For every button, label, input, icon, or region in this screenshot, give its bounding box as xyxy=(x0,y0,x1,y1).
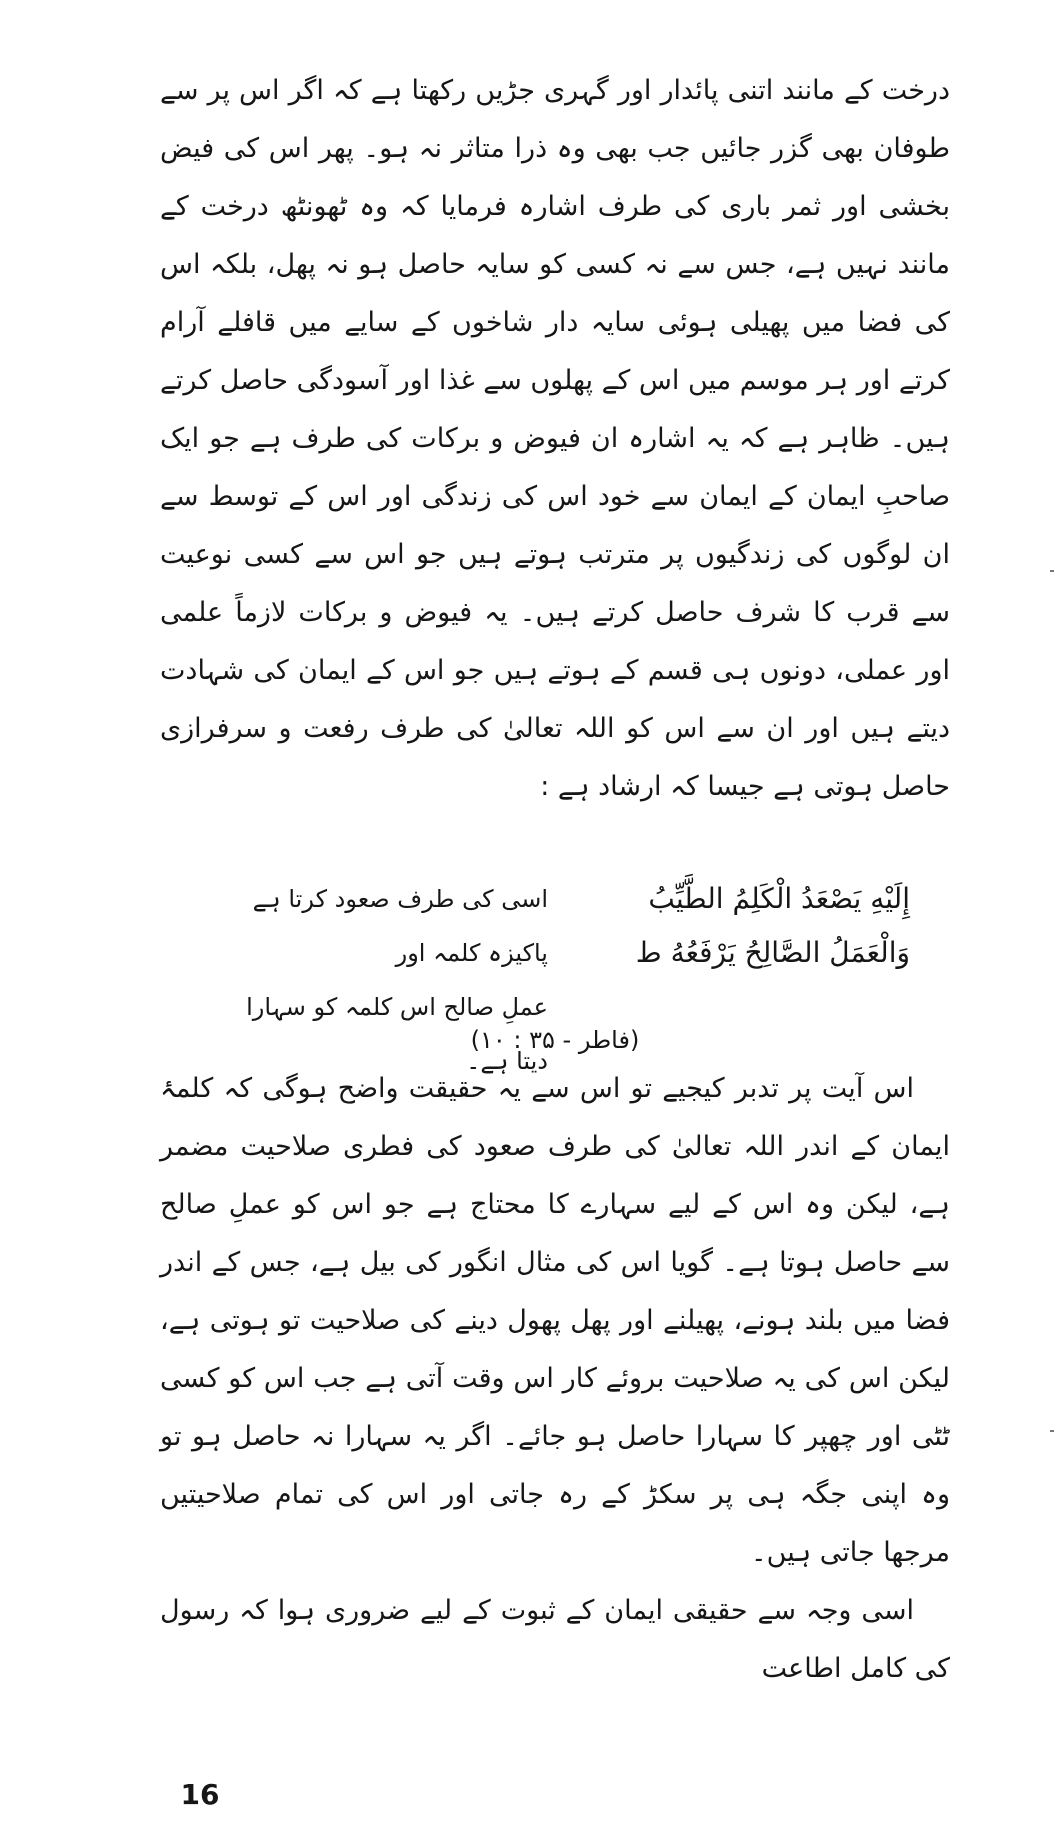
verse-reference: (فاطر - ۳۵ : ۱۰) xyxy=(470,1026,640,1054)
body-text-top xyxy=(160,62,950,816)
paragraph-1: درخت کے مانند اتنی پائدار اور گہری جڑیں رکھتا ہے کہ اگر اس پر سے طوفان بھی گزر جائیں جب بھی وہ ذرا متاثر نہ ہو۔ پھر اس کی فیض بخشی اور ثمر باری کی طرف اشارہ فرمایا کہ وہ ٹھونٹھ درخت کے مانند نہیں ہے، جس سے نہ کسی کو سایہ حاصل ہو نہ پھل، بلکہ اس کی فضا میں پھیلی ہوئی سایہ دار شاخوں کے سایے میں قافلے آرام کرتے اور ہر موسم میں اس کے پھلوں سے غذا اور آسودگی حاصل کرتے ہیں۔ ظاہر ہے کہ یہ اشارہ ان فیوض و برکات کی طرف ہے جو ایک صاحبِ ایمان کے ایمان سے خود اس کی زندگی اور اس کے توسط سے ان لوگوں کی زندگیوں پر مترتب ہوتے ہیں جو اس سے کسی نوعیت سے قرب کا شرف حاصل کرتے ہیں۔ یہ فیوض و برکات لازماً علمی اور عملی، دونوں ہی قسم کے ہوتے ہیں جو اس کے ایمان کی شہادت دیتے ہیں اور ان سے اس کو اللہ تعالیٰ کی طرف رفعت و سرفرازی حاصل ہوتی ہے جیسا کہ ارشاد ہے : xyxy=(160,75,950,802)
verse-arabic-line-1: إِلَيْهِ يَصْعَدُ الْكَلِمُ الطَّيِّبُ xyxy=(648,882,910,915)
verse-arabic xyxy=(550,872,910,980)
scan-edge-mark xyxy=(1050,1430,1054,1432)
scan-edge-mark xyxy=(1050,570,1054,572)
body-text-bottom xyxy=(160,1060,950,1698)
paragraph-3: اسی وجہ سے حقیقی ایمان کے ثبوت کے لیے ضروری ہوا کہ رسول کی کامل اطاعت xyxy=(160,1595,950,1684)
verse-translation-line-2: عملِ صالح اس کلمہ کو سہارا دیتا ہے۔ xyxy=(246,993,548,1075)
page-number: 16 xyxy=(180,1778,220,1811)
verse-arabic-line-2: وَالْعَمَلُ الصَّالِحُ يَرْفَعُهُ ط xyxy=(635,936,910,969)
verse-translation-line-1: اسی کی طرف صعود کرتا ہے پاکیزہ کلمہ اور xyxy=(252,885,548,967)
paragraph-2: اس آیت پر تدبر کیجیے تو اس سے یہ حقیقت واضح ہوگی کہ کلمۂ ایمان کے اندر اللہ تعالیٰ کی طرف صعود کی فطری صلاحیت مضمر ہے، لیکن وہ اس کے لیے سہارے کا محتاج ہے جو اس کو عملِ صالح سے حاصل ہوتا ہے۔ گویا اس کی مثال انگور کی بیل ہے، جس کے اندر فضا میں بلند ہونے، پھیلنے اور پھل پھول دینے کی صلاحیت تو ہوتی ہے، لیکن اس کی یہ صلاحیت بروئے کار اس وقت آتی ہے جب اس کو کسی ٹٹی اور چھپر کا سہارا حاصل ہو جائے۔ اگر یہ سہارا نہ حاصل ہو تو وہ اپنی جگہ ہی پر سکڑ کے رہ جاتی اور اس کی تمام صلاحیتیں مرجھا جاتی ہیں۔ xyxy=(160,1073,950,1568)
